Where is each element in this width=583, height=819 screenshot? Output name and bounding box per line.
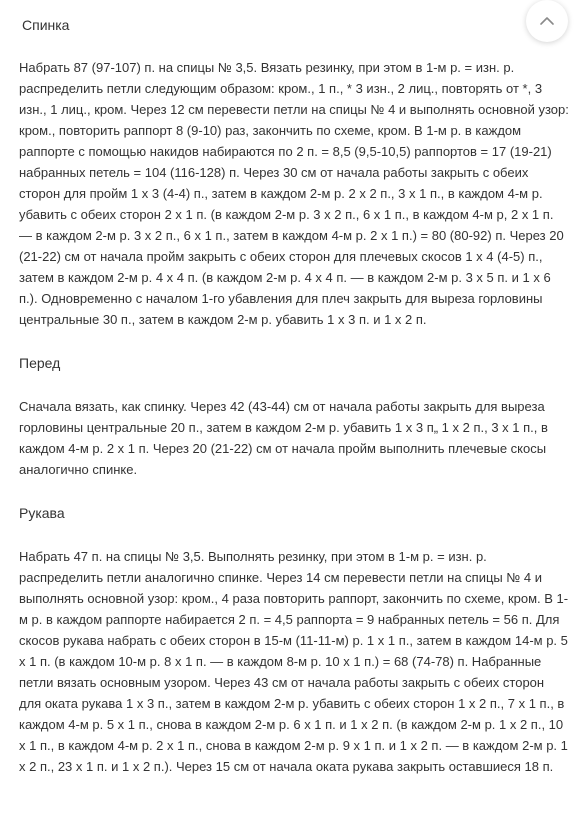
- section-title-back: Спинка: [22, 17, 70, 33]
- section-text-back: Набрать 87 (97-107) п. на спицы № 3,5. Вязать резинку, при этом в 1-м р. = изн. р. распределить петли следующим образом: кром., 1 п., * 3 изн., 2 лиц., повторять от *, 3 изн., 1 лиц., кром. Через 12 см перевести петли на спицы № 4 и выполнять основной узор: кром., повторить раппорт 8 (9-10) раз, закончить по схеме, кром. В 1-м р. в каждом раппорте с помощью накидов набираются по 2 п. = 8,5 (9,5-10,5) раппортов = 17 (19-21) набранных петель = 104 (116-128) п. Через 30 см от начала работы закрыть с обеих сторон для пройм 1 х 3 (4-4) п., затем в каждом 2-м р. 2 х 2 п., 3 х 1 п., в каждом 4-м р. убавить с обеих сторон 2 х 1 п. (в каждом 2-м р. 3 х 2 п., 6 х 1 п., в каждом 4-м р, 2 х 1 п. — в каждом 2-м р. 3 х 2 п., 6 х 1 п., затем в каждом 4-м р. 2 х 1 п.) = 80 (80-92) п. Через 20 (21-22) см от начала пройм закрыть с обеих сторон для плечевых скосов 1 х 4 (4-5) п., затем в каждом 2-м р. 4 х 4 п. (в каждом 2-м р. 4 х 4 п. — в каждом 2-м р. 3 х 5 п. и 1 х 6 п.). Одновременно с началом 1-го убавления для плеч закрыть для выреза горловины центральные 30 п., затем в каждом 2-м р. убавить 1 х 3 п. и 1 х 2 п.: [19, 60, 569, 327]
- section-title-front: Перед: [19, 355, 61, 371]
- section-text-sleeves: Набрать 47 п. на спицы № 3,5. Выполнять резинку, при этом в 1-м р. = изн. р. распределить петли аналогично спинке. Через 14 см перевести петли на спицы № 4 и выполнять основной узор: кром., 4 раза повторить раппорт, закончить по схеме, кром. В 1-м р. в каждом раппорте набирается 2 п. = 4,5 раппорта = 9 набранных петель = 56 п. Для скосов рукава набрать с обеих сторон в 15-м (11-11-м) р. 1 х 1 п., затем в каждом 14-м р. 5 х 1 п. (в каждом 10-м р. 8 х 1 п. — в каждом 8-м р. 10 х 1 п.) = 68 (74-78) п. Набранные петли вязать основным узором. Через 43 см от начала работы закрыть с обеих сторон для оката рукава 1 х 3 п., затем в каждом 2-м р. убавить с обеих сторон 1 х 2 п., 7 х 1 п., в каждом 4-м р. 5 х 1 п., снова в каждом 2-м р. 6 х 1 п. и 1 х 2 п. (в каждом 2-м р. 1 х 2 п., 10 х 1 п., в каждом 4-м р. 2 х 1 п., снова в каждом 2-м р. 9 х 1 п. и 1 х 2 п. — в каждом 2-м р. 1 х 2 п., 23 х 1 п. и 1 х 2 п.). Через 15 см от начала оката рукава закрыть оставшиеся 18 п.: [19, 549, 569, 774]
- chevron-up-icon: [538, 12, 556, 30]
- section-title-sleeves: Рукава: [19, 505, 65, 521]
- scroll-to-top-button[interactable]: [526, 0, 568, 42]
- section-text-front: Сначала вязать, как спинку. Через 42 (43-44) см от начала работы закрыть для выреза горловины центральные 20 п., затем в каждом 2-м р. убавить 1 х 3 п„ 1 х 2 п., 3 х 1 п., в каждом 4-м р. 2 х 1 п. Через 20 (21-22) см от начала пройм выполнить плечевые скосы аналогично спинке.: [19, 399, 548, 477]
